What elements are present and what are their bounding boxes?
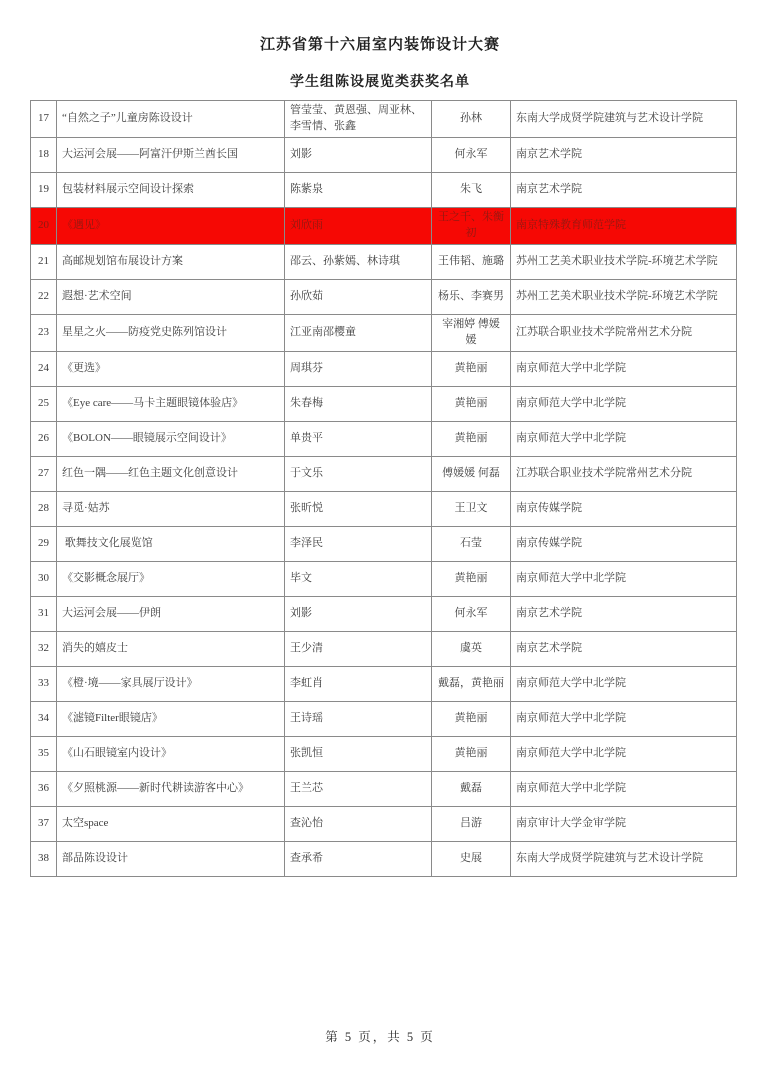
cell-school-name: 南京艺术学院 [511, 596, 737, 631]
cell-project-title: 歌舞技文化展览馆 [57, 526, 285, 561]
cell-school-name: 南京师范大学中北学院 [511, 421, 737, 456]
cell-rank-number: 23 [31, 314, 57, 351]
cell-project-title: 《滤镜Filter眼镜店》 [57, 701, 285, 736]
cell-school-name: 南京师范大学中北学院 [511, 351, 737, 386]
cell-school-name: 南京师范大学中北学院 [511, 666, 737, 701]
cell-project-title: 星星之火——防疫党史陈列馆设计 [57, 314, 285, 351]
cell-school-name: 东南大学成贤学院建筑与艺术设计学院 [511, 841, 737, 876]
document-title: 江苏省第十六届室内装饰设计大赛 [259, 37, 500, 53]
table-row [31, 736, 737, 771]
table-row [31, 207, 737, 244]
cell-advisor-names: 黄艳丽 [432, 736, 511, 771]
cell-advisor-names: 石莹 [432, 526, 511, 561]
table-row [31, 631, 737, 666]
cell-school-name: 南京传媒学院 [511, 491, 737, 526]
cell-school-name: 南京师范大学中北学院 [511, 701, 737, 736]
cell-school-name: 南京传媒学院 [511, 526, 737, 561]
cell-student-names: 李虹肖 [285, 666, 432, 701]
cell-rank-number: 17 [31, 101, 57, 138]
cell-rank-number: 27 [31, 456, 57, 491]
cell-advisor-names: 史展 [432, 841, 511, 876]
cell-advisor-names: 戴磊，黄艳丽 [432, 666, 511, 701]
cell-rank-number: 26 [31, 421, 57, 456]
cell-school-name: 苏州工艺美术职业技术学院-环境艺术学院 [511, 244, 737, 279]
cell-rank-number: 18 [31, 137, 57, 172]
cell-rank-number: 28 [31, 491, 57, 526]
cell-student-names: 江亚南邵樱童 [285, 314, 432, 351]
cell-advisor-names: 孙林 [432, 101, 511, 138]
cell-rank-number: 20 [31, 207, 57, 244]
table-row [31, 279, 737, 314]
cell-advisor-names: 何永军 [432, 137, 511, 172]
table-row [31, 101, 737, 138]
cell-project-title: 部品陈设设计 [57, 841, 285, 876]
cell-rank-number: 21 [31, 244, 57, 279]
cell-rank-number: 37 [31, 806, 57, 841]
cell-student-names: 于文乐 [285, 456, 432, 491]
cell-advisor-names: 何永军 [432, 596, 511, 631]
table-row [31, 596, 737, 631]
table-row [31, 771, 737, 806]
cell-project-title: “自然之子”儿童房陈设设计 [57, 101, 285, 138]
cell-project-title: 《橙·境——家具展厅设计》 [57, 666, 285, 701]
cell-advisor-names: 虞英 [432, 631, 511, 666]
table-row [31, 421, 737, 456]
table-row [31, 561, 737, 596]
cell-advisor-names: 杨乐、李赛男 [432, 279, 511, 314]
cell-school-name: 南京特殊教育师范学院 [511, 207, 737, 244]
cell-project-title: 红色一隅——红色主题文化创意设计 [57, 456, 285, 491]
cell-rank-number: 29 [31, 526, 57, 561]
table-row [31, 806, 737, 841]
cell-school-name: 东南大学成贤学院建筑与艺术设计学院 [511, 101, 737, 138]
cell-rank-number: 34 [31, 701, 57, 736]
cell-school-name: 南京艺术学院 [511, 137, 737, 172]
cell-student-names: 陈紫泉 [285, 172, 432, 207]
cell-rank-number: 24 [31, 351, 57, 386]
cell-project-title: 寻觅·姑苏 [57, 491, 285, 526]
table-row [31, 456, 737, 491]
cell-advisor-names: 黄艳丽 [432, 386, 511, 421]
cell-student-names: 查承希 [285, 841, 432, 876]
cell-advisor-names: 黄艳丽 [432, 561, 511, 596]
cell-school-name: 南京艺术学院 [511, 631, 737, 666]
cell-project-title: 包装材料展示空间设计探索 [57, 172, 285, 207]
cell-rank-number: 36 [31, 771, 57, 806]
cell-student-names: 张昕悦 [285, 491, 432, 526]
table-row [31, 491, 737, 526]
cell-student-names: 查沁怡 [285, 806, 432, 841]
cell-school-name: 江苏联合职业技术学院常州艺术分院 [511, 456, 737, 491]
cell-advisor-names: 王之千、朱衡初 [432, 207, 511, 244]
awards-table-body [31, 101, 737, 877]
cell-rank-number: 31 [31, 596, 57, 631]
cell-rank-number: 22 [31, 279, 57, 314]
cell-student-names: 朱春梅 [285, 386, 432, 421]
cell-advisor-names: 黄艳丽 [432, 351, 511, 386]
cell-advisor-names: 王卫文 [432, 491, 511, 526]
table-row [31, 172, 737, 207]
cell-advisor-names: 宰湘婷 傅媛媛 [432, 314, 511, 351]
cell-school-name: 南京师范大学中北学院 [511, 386, 737, 421]
cell-student-names: 张凯恒 [285, 736, 432, 771]
cell-student-names: 邵云、孙紫嫣、林诗琪 [285, 244, 432, 279]
cell-school-name: 南京审计大学金审学院 [511, 806, 737, 841]
cell-advisor-names: 朱飞 [432, 172, 511, 207]
cell-student-names: 孙欣茹 [285, 279, 432, 314]
cell-school-name: 南京师范大学中北学院 [511, 736, 737, 771]
table-row [31, 244, 737, 279]
cell-rank-number: 32 [31, 631, 57, 666]
cell-advisor-names: 王伟韬、施璐 [432, 244, 511, 279]
cell-project-title: 遐想·艺术空间 [57, 279, 285, 314]
table-row [31, 314, 737, 351]
cell-student-names: 王少清 [285, 631, 432, 666]
cell-student-names: 王诗瑶 [285, 701, 432, 736]
cell-advisor-names: 黄艳丽 [432, 421, 511, 456]
table-row [31, 351, 737, 386]
cell-rank-number: 38 [31, 841, 57, 876]
cell-advisor-names: 戴磊 [432, 771, 511, 806]
table-row [31, 841, 737, 876]
cell-student-names: 周琪芬 [285, 351, 432, 386]
awards-table [30, 100, 737, 877]
cell-rank-number: 19 [31, 172, 57, 207]
cell-school-name: 江苏联合职业技术学院常州艺术分院 [511, 314, 737, 351]
table-row [31, 666, 737, 701]
page-number-footer: 第 5 页，共 5 页 [325, 1030, 435, 1044]
cell-school-name: 南京艺术学院 [511, 172, 737, 207]
cell-advisor-names: 黄艳丽 [432, 701, 511, 736]
cell-rank-number: 33 [31, 666, 57, 701]
cell-student-names: 单贵平 [285, 421, 432, 456]
cell-project-title: 《夕照桃源——新时代耕读游客中心》 [57, 771, 285, 806]
cell-rank-number: 30 [31, 561, 57, 596]
cell-project-title: 高邮规划馆布展设计方案 [57, 244, 285, 279]
cell-student-names: 刘影 [285, 137, 432, 172]
table-row [31, 701, 737, 736]
cell-advisor-names: 吕游 [432, 806, 511, 841]
cell-project-title: 大运河会展——伊朗 [57, 596, 285, 631]
document-subtitle: 学生组陈设展览类获奖名单 [290, 75, 470, 90]
cell-project-title: 《Eye care——马卡主题眼镜体验店》 [57, 386, 285, 421]
table-row [31, 386, 737, 421]
cell-advisor-names: 傅媛媛 何磊 [432, 456, 511, 491]
cell-project-title: 消失的嬉皮士 [57, 631, 285, 666]
cell-school-name: 南京师范大学中北学院 [511, 771, 737, 806]
cell-project-title: 《更选》 [57, 351, 285, 386]
cell-student-names: 李泽民 [285, 526, 432, 561]
cell-project-title: 太空space [57, 806, 285, 841]
cell-project-title: 《遇见》 [57, 207, 285, 244]
table-row [31, 526, 737, 561]
cell-rank-number: 25 [31, 386, 57, 421]
cell-student-names: 刘影 [285, 596, 432, 631]
cell-school-name: 苏州工艺美术职业技术学院-环境艺术学院 [511, 279, 737, 314]
cell-project-title: 《交影概念展厅》 [57, 561, 285, 596]
cell-student-names: 毕文 [285, 561, 432, 596]
cell-project-title: 《山石眼镜室内设计》 [57, 736, 285, 771]
cell-project-title: 《BOLON——眼镜展示空间设计》 [57, 421, 285, 456]
cell-student-names: 王兰芯 [285, 771, 432, 806]
cell-school-name: 南京师范大学中北学院 [511, 561, 737, 596]
cell-rank-number: 35 [31, 736, 57, 771]
cell-project-title: 大运河会展——阿富汗伊斯兰酋长国 [57, 137, 285, 172]
cell-student-names: 管莹莹、黄恩强、周亚林、李雪情、张鑫 [285, 101, 432, 138]
table-row [31, 137, 737, 172]
cell-student-names: 刘欣雨 [285, 207, 432, 244]
